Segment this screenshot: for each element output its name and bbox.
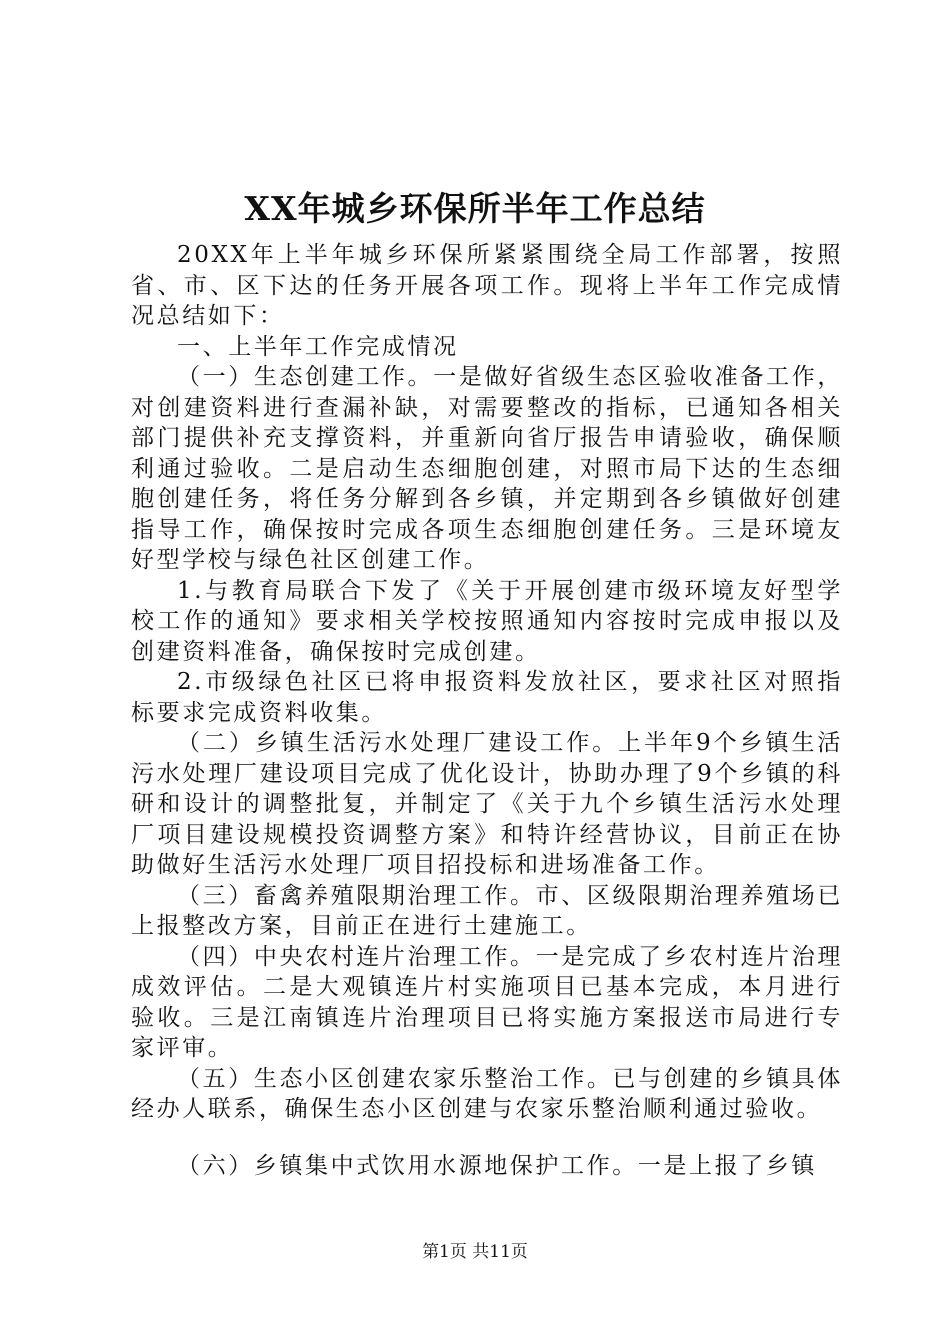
paragraph-livestock: （三）畜禽养殖限期治理工作。市、区级限期治理养殖场已上报整改方案，目前正在进行土建施工。 — [131, 882, 843, 939]
paragraph-eco-community: （五）生态小区创建农家乐整治工作。已与创建的乡镇具体经办人联系，确保生态小区创建与农家乐整治顺利通过验收。 — [131, 1065, 843, 1122]
document-body — [131, 240, 843, 1181]
paragraph-rural-governance: （四）中央农村连片治理工作。一是完成了乡农村连片治理成效评估。二是大观镇连片村实施项目已基本完成，本月进行验收。三是江南镇连片治理项目已将实施方案报送市局进行专家评审。 — [131, 943, 843, 1061]
paragraph-eco-creation: （一）生态创建工作。一是做好省级生态区验收准备工作，对创建资料进行查漏补缺，对需要整改的指标，已通知各相关部门提供补充支撑资料，并重新向省厅报告申请验收，确保顺利通过验收。二是启动生态细胞创建，对照市局下达的生态细胞创建任务，将任务分解到各乡镇，并定期到各乡镇做好创建指导工作，确保按时完成各项生态细胞创建任务。三是环境友好型学校与绿色社区创建工作。 — [131, 364, 843, 573]
paragraph-item-2: 2.市级绿色社区已将申报资料发放社区，要求社区对照指标要求完成资料收集。 — [131, 669, 843, 726]
page-number-footer: 第1页 共11页 — [422, 1242, 528, 1262]
paragraph-sewage-plant: （二）乡镇生活污水处理厂建设工作。上半年9个乡镇生活污水处理厂建设项目完成了优化设计，协助办理了9个乡镇的科研和设计的调整批复，并制定了《关于九个乡镇生活污水处理厂项目建设规模投资调整方案》和特许经营协议，目前正在协助做好生活污水处理厂项目招投标和进场准备工作。 — [131, 730, 843, 878]
document-title: XX年城乡环保所半年工作总结 — [244, 189, 706, 228]
paragraph-water-source: （六）乡镇集中式饮用水源地保护工作。一是上报了乡镇 — [177, 1152, 817, 1179]
section-heading-1: 一、上半年工作完成情况 — [177, 333, 459, 360]
paragraph-intro: 20XX年上半年城乡环保所紧紧围绕全局工作部署，按照省、市、区下达的任务开展各项工作。现将上半年工作完成情况总结如下： — [131, 242, 843, 329]
paragraph-item-1: 1.与教育局联合下发了《关于开展创建市级环境友好型学校工作的通知》要求相关学校按照通知内容按时完成申报以及创建资料准备，确保按时完成创建。 — [131, 577, 843, 665]
